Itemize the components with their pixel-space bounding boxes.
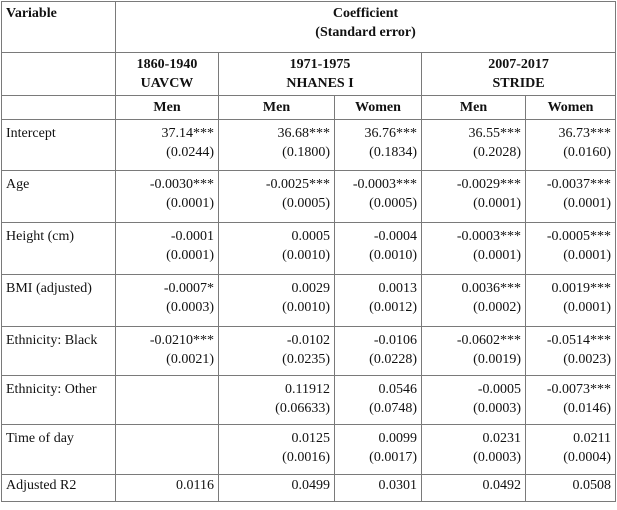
- coefficient-value: 0.0019***: [551, 281, 612, 296]
- coefficient-value: -0.0001: [170, 229, 214, 244]
- coefficient-header: [116, 2, 616, 53]
- coefficient-cell: [219, 327, 335, 376]
- coefficient-value: 36.55***: [468, 126, 521, 141]
- table-row: [2, 425, 616, 475]
- coefficient-value: 0.0099: [378, 431, 417, 446]
- standard-error-value: (0.0010): [282, 248, 330, 263]
- coefficient-value: -0.0073***: [546, 382, 612, 397]
- coefficient-value: 36.68***: [277, 126, 330, 141]
- variable-header: Variable: [2, 2, 116, 53]
- standard-error-value: (0.0016): [282, 450, 330, 465]
- coefficient-value: -0.0106: [373, 333, 417, 348]
- coefficient-cell: [219, 223, 335, 275]
- row-label: Height (cm): [2, 223, 116, 275]
- sex-header: Men: [422, 96, 526, 120]
- coefficient-cell: [116, 327, 219, 376]
- study-nhanes-header: [219, 53, 422, 96]
- r2-value: 0.0492: [422, 475, 526, 502]
- standard-error-value: (0.0010): [282, 300, 330, 315]
- sex-header: Men: [116, 96, 219, 120]
- coefficient-value: 0.0036***: [461, 281, 521, 296]
- coefficient-cell: [335, 223, 422, 275]
- r2-value: 0.0116: [116, 475, 219, 502]
- coefficient-cell: [422, 120, 526, 171]
- coefficient-value: -0.0005: [477, 382, 521, 397]
- coefficient-value: 0.11912: [285, 382, 330, 397]
- coefficient-cell: [526, 425, 616, 475]
- standard-error-value: (0.0748): [369, 401, 417, 416]
- coefficient-value: -0.0025***: [265, 177, 330, 192]
- standard-error-value: (0.0001): [166, 248, 214, 263]
- sex-header: Men: [219, 96, 335, 120]
- coefficient-value: -0.0007*: [163, 281, 214, 296]
- coefficient-cell: [219, 171, 335, 223]
- coefficient-value: -0.0514***: [546, 333, 612, 348]
- coefficient-value: -0.0037***: [546, 177, 612, 192]
- standard-error-value: (0.0021): [166, 352, 214, 367]
- standard-error-value: (0.0001): [473, 196, 521, 211]
- table-row: [2, 120, 616, 171]
- coefficient-cell: [422, 171, 526, 223]
- standard-error-value: (0.0012): [369, 300, 417, 315]
- study-name: UAVCW: [140, 76, 194, 91]
- table-row: [2, 327, 616, 376]
- standard-error-value: (0.0228): [369, 352, 417, 367]
- coefficient-value: -0.0030***: [149, 177, 214, 192]
- coefficient-cell: [219, 275, 335, 327]
- coefficient-value: 0.0546: [378, 382, 417, 397]
- empty-header-cell: [2, 53, 116, 96]
- row-label: Ethnicity: Other: [2, 376, 116, 425]
- standard-error-value: (0.0005): [282, 196, 330, 211]
- table-row: [2, 275, 616, 327]
- empty-header-cell: [2, 96, 116, 120]
- sex-header: Women: [526, 96, 616, 120]
- standard-error-value: (0.0146): [563, 401, 612, 416]
- standard-error-value: (0.0023): [563, 352, 612, 367]
- table-row: [2, 171, 616, 223]
- coefficient-value: -0.0602***: [456, 333, 521, 348]
- adjusted-r2-row: [2, 475, 616, 502]
- row-label: Time of day: [2, 425, 116, 475]
- standard-error-value: (0.1800): [282, 145, 330, 160]
- standard-error-value: (0.0001): [563, 248, 612, 263]
- sex-header: Women: [335, 96, 422, 120]
- sex-header-row: [2, 96, 616, 120]
- standard-error-value: (0.2028): [473, 145, 521, 160]
- coefficient-value: -0.0003***: [352, 177, 417, 192]
- standard-error-value: (0.0017): [369, 450, 417, 465]
- coefficient-cell: [335, 120, 422, 171]
- coefficient-cell: [219, 425, 335, 475]
- coefficient-cell: [335, 171, 422, 223]
- coefficient-cell: [422, 275, 526, 327]
- coefficient-value: -0.0029***: [456, 177, 521, 192]
- standard-error-value: (0.0005): [369, 196, 417, 211]
- standard-error-value: (0.0160): [563, 145, 612, 160]
- table-row: [2, 223, 616, 275]
- coefficient-cell: [116, 120, 219, 171]
- coefficient-value: 36.73***: [558, 126, 612, 141]
- row-label: Ethnicity: Black: [2, 327, 116, 376]
- coefficient-value: 0.0029: [291, 281, 330, 296]
- coefficient-value: 0.0013: [378, 281, 417, 296]
- standard-error-value: (0.0002): [473, 300, 521, 315]
- coefficient-cell: [116, 425, 219, 475]
- coefficient-value: -0.0210***: [149, 333, 214, 348]
- coefficient-value: 0.0231: [482, 431, 521, 446]
- coefficient-cell: [335, 425, 422, 475]
- study-years: 1971-1975: [289, 57, 351, 72]
- standard-error-value: (0.0010): [369, 248, 417, 263]
- regression-table: [1, 1, 616, 502]
- table-body: [2, 120, 616, 475]
- standard-error-value: (0.0244): [166, 145, 214, 160]
- study-stride-header: [422, 53, 616, 96]
- row-label: Adjusted R2: [2, 475, 116, 502]
- coefficient-cell: [422, 327, 526, 376]
- coefficient-value: 37.14***: [161, 126, 214, 141]
- coefficient-cell: [116, 171, 219, 223]
- coefficient-cell: [116, 376, 219, 425]
- coefficient-value: -0.0102: [286, 333, 330, 348]
- standard-error-value: (0.0003): [473, 401, 521, 416]
- row-label: Age: [2, 171, 116, 223]
- study-header-row: [2, 53, 616, 96]
- standard-error-value: (0.1834): [369, 145, 417, 160]
- study-name: NHANES I: [286, 76, 354, 91]
- coefficient-value: 0.0211: [573, 431, 612, 446]
- study-uavcw-header: [116, 53, 219, 96]
- coefficient-cell: [219, 376, 335, 425]
- standard-error-value: (0.0019): [473, 352, 521, 367]
- r2-value: 0.0508: [526, 475, 616, 502]
- coefficient-value: -0.0005***: [546, 229, 612, 244]
- r2-value: 0.0499: [219, 475, 335, 502]
- standard-error-value: (0.0001): [473, 248, 521, 263]
- coefficient-value: -0.0004: [373, 229, 417, 244]
- table-row: [2, 376, 616, 425]
- coefficient-cell: [335, 376, 422, 425]
- coefficient-cell: [526, 327, 616, 376]
- coefficient-cell: [526, 120, 616, 171]
- coefficient-cell: [526, 376, 616, 425]
- study-name: STRIDE: [492, 76, 545, 91]
- coefficient-cell: [422, 223, 526, 275]
- standard-error-value: (0.0003): [166, 300, 214, 315]
- standard-error-value: (0.0001): [166, 196, 214, 211]
- coefficient-cell: [526, 171, 616, 223]
- table-header-row: [2, 2, 616, 53]
- r2-value: 0.0301: [335, 475, 422, 502]
- study-years: 2007-2017: [488, 57, 549, 72]
- standard-error-value: (0.06633): [275, 401, 330, 416]
- coefficient-cell: [526, 275, 616, 327]
- coefficient-cell: [335, 275, 422, 327]
- standard-error-subtitle: (Standard error): [315, 25, 416, 40]
- study-years: 1860-1940: [136, 57, 198, 72]
- standard-error-value: (0.0001): [563, 196, 612, 211]
- standard-error-value: (0.0235): [282, 352, 330, 367]
- coefficient-value: 36.76***: [364, 126, 417, 141]
- standard-error-value: (0.0001): [563, 300, 612, 315]
- row-label: BMI (adjusted): [2, 275, 116, 327]
- coefficient-cell: [526, 223, 616, 275]
- coefficient-value: 0.0125: [291, 431, 330, 446]
- coefficient-cell: [335, 327, 422, 376]
- coefficient-cell: [116, 223, 219, 275]
- row-label: Intercept: [2, 120, 116, 171]
- standard-error-value: (0.0003): [473, 450, 521, 465]
- coefficient-cell: [219, 120, 335, 171]
- coefficient-cell: [116, 275, 219, 327]
- standard-error-value: (0.0004): [563, 450, 612, 465]
- coefficient-value: -0.0003***: [456, 229, 521, 244]
- coefficient-value: 0.0005: [291, 229, 330, 244]
- coefficient-cell: [422, 376, 526, 425]
- coefficient-cell: [422, 425, 526, 475]
- coefficient-title: Coefficient: [332, 6, 399, 21]
